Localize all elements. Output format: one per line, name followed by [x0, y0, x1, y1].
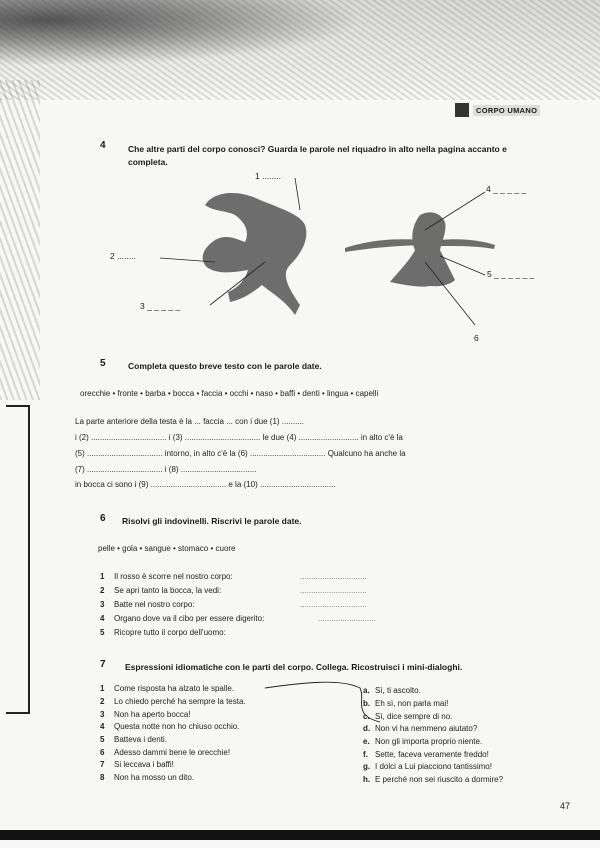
dialog-left-item: 6 Adesso dammi bene le orecchie!	[100, 748, 231, 757]
exercise-4-number: 4	[100, 140, 106, 151]
dialog-left-item: 8 Non ha mosso un dito.	[100, 773, 195, 782]
dialog-right-item: f. Sette, faceva veramente freddo!	[363, 750, 489, 759]
exercise-5-line-4: (7) .................................. i (8) ..................................	[75, 465, 257, 474]
exercise-5-line-3: (5) .................................. intorno, in alto c'è la (6) .................................. Qualcuno ha anche la	[75, 449, 406, 458]
dialog-right-item: h. E perché non sei riuscito a dormire?	[363, 775, 504, 784]
dialog-left-item: 7 Si leccava i baffi!	[100, 760, 174, 769]
exercise-4-title: Che altre parti del corpo conosci? Guarda le parole nel riquadro in alto nella pagina accanto e completa.	[128, 144, 507, 167]
label-5: 5 _ _ _ _ _ _	[487, 269, 535, 279]
answer-blank[interactable]: ..............................	[300, 586, 367, 595]
dialog-right-item: d. Non vi ha nemmeno aiutato?	[363, 724, 478, 733]
page-number: 47	[560, 801, 571, 811]
exercise-6-wordbox: pelle • gola • sangue • stomaco • cuore	[98, 544, 236, 553]
dialog-right-item: a. Sì, ti ascolto.	[363, 686, 421, 695]
exercise-5-title: Completa questo breve testo con le parole date.	[128, 361, 322, 371]
dialog-left-item: 2 Lo chiedo perché ha sempre la testa.	[100, 697, 246, 706]
dialog-left-item: 3 Non ha aperto bocca!	[100, 710, 191, 719]
exercise-5-wordbox: orecchie • fronte • barba • bocca • faccia • occhi • naso • baffi • denti • lingua • capelli	[80, 389, 379, 398]
label-2: 2 ........	[110, 251, 136, 261]
dancer-right-figure	[345, 212, 495, 286]
exercise-6-item: 5 Ricopre tutto il corpo dell'uomo:	[100, 628, 226, 637]
dialog-right-item: e. Non gli importa proprio niente.	[363, 737, 483, 746]
exercise-6-item: 4 Organo dove va il cibo per essere digerito:	[100, 614, 265, 623]
label-3: 3 _ _ _ _ _	[140, 301, 181, 311]
exercise-5-line-1: La parte anteriore della testa è la ... faccia ... con i due (1) ..........	[75, 417, 305, 426]
answer-blank[interactable]: ..............................	[300, 600, 367, 609]
dialog-right-item: c. Sì, dice sempre di no.	[363, 712, 453, 721]
label-1: 1 ........	[255, 171, 281, 181]
dancer-left-figure	[203, 193, 307, 315]
exercise-5-line-2: i (2) .................................. i (3) .................................. le due (4) ........................... in alto c'è la	[75, 433, 403, 442]
exercise-5-line-5: in bocca ci sono i (9) .................................. e la (10) ..................................	[75, 480, 336, 489]
exercise-6-item: 2 Se apri tanto la bocca, la vedi:	[100, 586, 222, 595]
exercise-7-number: 7	[100, 659, 106, 670]
dialog-right-item: g. I dolci a Lui piacciono tantissimo!	[363, 762, 492, 771]
exercise-6-title: Risolvi gli indovinelli. Riscrivi le parole date.	[122, 516, 302, 526]
answer-blank[interactable]: ..............................	[300, 572, 367, 581]
section-title: CORPO UMANO	[473, 105, 540, 116]
label-6: 6	[474, 333, 479, 343]
exercise-7-title: Espressioni idiomatiche con le parti del corpo. Collega. Ricostruisci i mini-dialoghi.	[125, 662, 463, 672]
dialog-left-item: 4 Questa notte non ho chiuso occhio.	[100, 722, 240, 731]
dialog-left-item: 1 Come risposta ha alzato le spalle.	[100, 684, 235, 693]
answer-blank[interactable]: ..........................	[318, 614, 376, 623]
dialog-right-item: b. Eh sì, non parla mai!	[363, 699, 449, 708]
exercise-6-item: 3 Batte nel nostro corpo:	[100, 600, 195, 609]
exercise-5-number: 5	[100, 358, 106, 369]
dialog-left-item: 5 Batteva i denti.	[100, 735, 167, 744]
label-4: 4 _ _ _ _ _	[486, 184, 527, 194]
exercise-6-number: 6	[100, 513, 106, 524]
exercise-6-item: 1 Il rosso è scorre nel nostro corpo:	[100, 572, 233, 581]
